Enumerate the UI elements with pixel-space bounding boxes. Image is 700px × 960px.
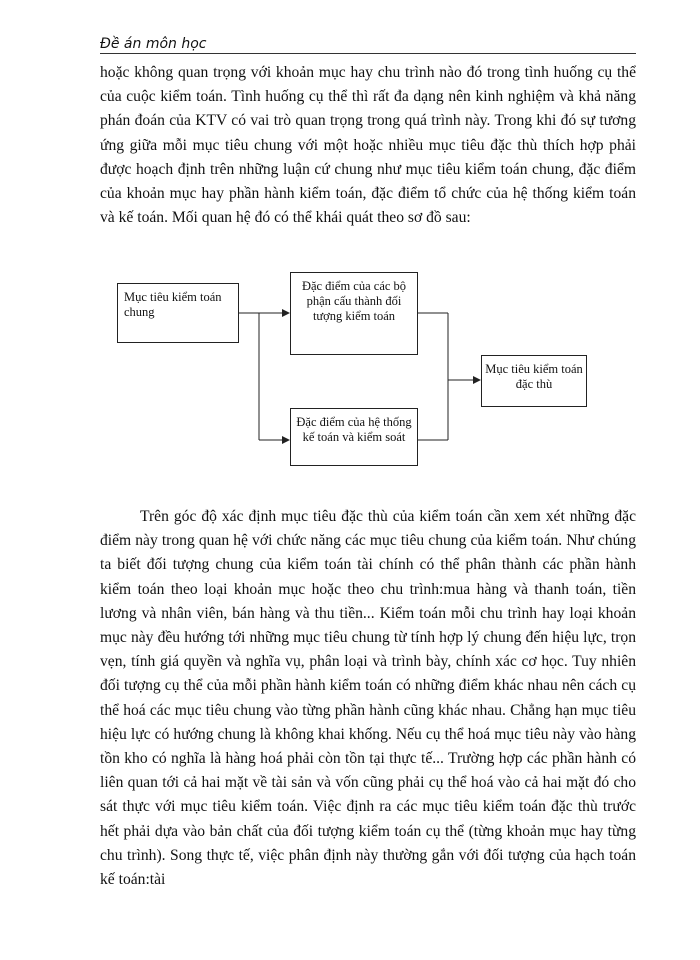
paragraph-intro: hoặc không quan trọng với khoản mục hay chu trình nào đó trong tình huống cụ thể của cuộc kiểm toán. Tình huống cụ thể thì rất đa dạng nên kinh nghiệm và khả năng phán đoán của KTV có vai trò quan trọng trong quá trình này. Trong khi đó sự tương ứng giữa mỗi mục tiêu chung với một hoặc nhiều mục tiêu đặc thù thích hợp phải được hoạch định trên những luận cứ chung như mục tiêu kiểm toán chung, đặc điểm của khoản mục hay phần hành kiểm toán, đặc điểm tổ chức của hệ thống kiểm toán và kế toán. Mối quan hệ đó có thể khái quát theo sơ đồ sau: (100, 64, 636, 227)
box-specific-audit-objective: Mục tiêu kiểm toán đặc thù (481, 355, 587, 407)
paragraph-main: Trên góc độ xác định mục tiêu đặc thù của kiểm toán cần xem xét những đặc điểm này trong quan hệ với chức năng các mục tiêu chung của kiểm toán. Như chúng ta biết đối tượng chung của kiểm toán tài chính có thể phân thành các phần hành kiểm toán theo loại khoản mục hoặc theo chu trình:mua hàng và thanh toán, tiền lương và nhân viên, bán hàng và thu tiền... Kiểm toán mỗi chu trình hay loại khoản mục này đều hướng tới những mục tiêu chung từ tính hợp lý chung đến hiệu lực, trọn vẹn, tính giá quyền và nghĩa vụ, phân loại và trình bày, chính xác cơ học. Tuy nhiên đối tượng cụ thể của mỗi phần hành kiểm toán có những điểm khác nhau nên cách cụ thể hoá các mục tiêu chung vào từng phần hành cũng khác nhau. Chẳng hạn mục tiêu hiệu lực có hướng chung là không khai khống. Nếu cụ thể hoá mục tiêu này vào hàng tồn kho có nghĩa là hàng hoá phải còn tồn tại thực tế... Trường hợp các phần hành có liên quan tới cả hai mặt về tài sản và vốn cũng phải cụ thể hoá vào cả hai mặt đó cho sát thực với mục tiêu kiểm toán. Việc định ra các mục tiêu kiểm toán đặc thù trước hết phải dựa vào bản chất của đối tượng kiểm toán cụ thể (từng khoản mục hay từng chu trình). Song thực tế, việc phân định này thường gắn với đối tượng của hạch toán kế toán:tài (100, 508, 636, 889)
page-header: Đề án môn học (100, 36, 636, 54)
box-audit-object-components: Đặc điểm của các bộ phận cấu thành đối tượng kiểm toán (290, 272, 418, 355)
box-general-audit-objective: Mục tiêu kiểm toán chung (117, 283, 239, 343)
box-accounting-control-system: Đặc điểm của hệ thống kế toán và kiểm soát (290, 408, 418, 466)
